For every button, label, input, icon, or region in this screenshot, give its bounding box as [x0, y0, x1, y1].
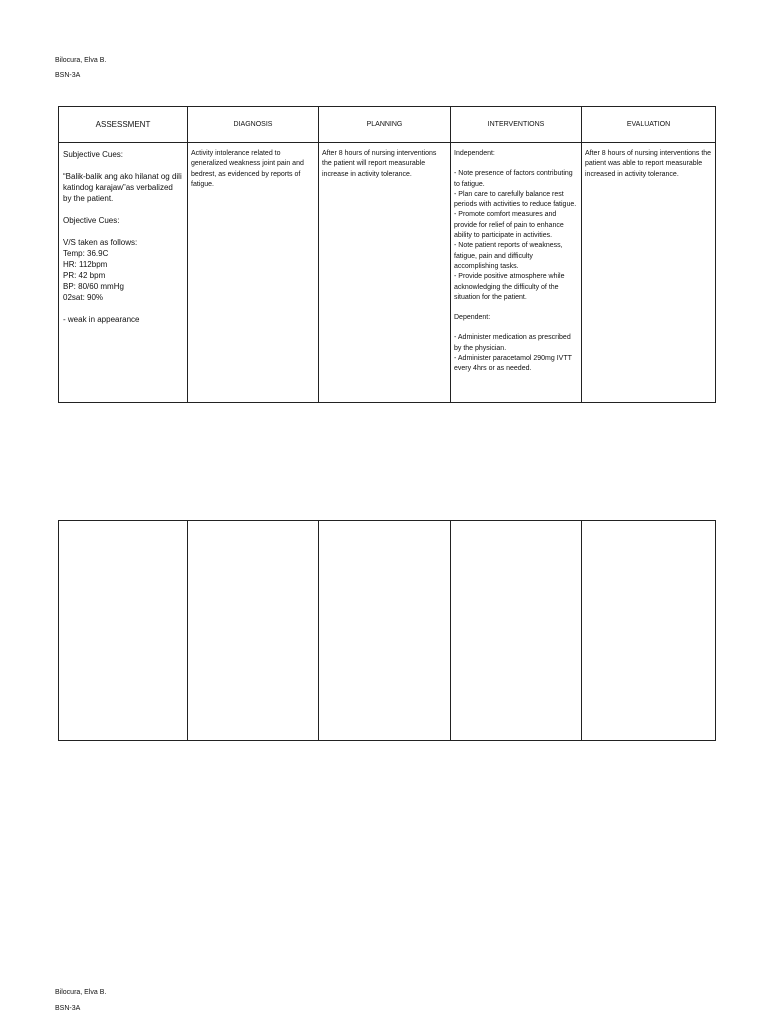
- empty-table-row: [59, 521, 716, 741]
- footer-student-name: Bilocura, Elva B.: [55, 989, 107, 996]
- header-evaluation: EVALUATION: [582, 107, 716, 143]
- vital-pr: PR: 42 bpm: [63, 271, 106, 280]
- planning-text: After 8 hours of nursing interventions the patient will report measurable increase in activity tolerance.: [322, 150, 437, 178]
- interventions-cell: [451, 143, 582, 403]
- table-row: [59, 143, 716, 403]
- objective-heading: Objective Cues:: [63, 216, 120, 225]
- empty-cell: [582, 521, 716, 741]
- subjective-heading: Subjective Cues:: [63, 150, 124, 159]
- intervention-item: - Administer medication as prescribed by the physician.: [454, 334, 571, 352]
- table-header-row: [59, 107, 716, 143]
- vital-temp: Temp: 36.9C: [63, 249, 109, 258]
- intervention-item: - Note presence of factors contributing to fatigue.: [454, 170, 573, 188]
- nursing-care-plan-table: [58, 106, 716, 403]
- header-planning: PLANNING: [319, 107, 451, 143]
- empty-cell: [188, 521, 319, 741]
- empty-cell: [319, 521, 451, 741]
- student-section: BSN-3A: [55, 72, 81, 79]
- dependent-heading: Dependent:: [454, 314, 491, 322]
- vital-bp: BP: 80/60 mmHg: [63, 282, 124, 291]
- intervention-item: - Promote comfort measures and provide for relief of pain to enhance ability to participate in activities.: [454, 211, 564, 240]
- planning-cell: [319, 143, 451, 403]
- intervention-item: - Provide positive atmosphere while acknowledging the difficulty of the situation for the patient.: [454, 273, 565, 301]
- header-assessment: ASSESSMENT: [59, 107, 188, 143]
- independent-heading: Independent:: [454, 150, 495, 157]
- student-name: Bilocura, Elva B.: [55, 57, 107, 64]
- footer-student-section: BSN-3A: [55, 1005, 81, 1012]
- assessment-cell: [59, 143, 188, 403]
- intervention-item: - Plan care to carefully balance rest periods with activities to reduce fatigue.: [454, 190, 577, 209]
- subjective-quote: “Balik-balik ang ako hilanat og dili katindog karajaw”as verbalized by the patient.: [63, 172, 182, 203]
- intervention-item: - Administer paracetamol 290mg IVTT every 4hrs or as needed.: [454, 355, 572, 373]
- header-interventions: INTERVENTIONS: [451, 107, 582, 143]
- vital-signs-heading: V/S taken as follows:: [63, 238, 138, 247]
- evaluation-text: After 8 hours of nursing interventions the patient was able to report measurable increased in activity tolerance.: [585, 150, 712, 178]
- vital-o2sat: 02sat: 90%: [63, 293, 104, 302]
- appearance-note: - weak in appearance: [63, 315, 140, 324]
- evaluation-cell: [582, 143, 716, 403]
- blank-care-plan-table: [58, 520, 716, 741]
- header-diagnosis: DIAGNOSIS: [188, 107, 319, 143]
- empty-cell: [451, 521, 582, 741]
- vital-hr: HR: 112bpm: [63, 260, 108, 269]
- intervention-item: - Note patient reports of weakness, fatigue, pain and difficulty accomplishing tasks.: [454, 242, 563, 270]
- empty-cell: [59, 521, 188, 741]
- diagnosis-text: Activity intolerance related to generalized weakness joint pain and bedrest, as evidenced by reports of fatigue.: [191, 150, 304, 188]
- diagnosis-cell: [188, 143, 319, 403]
